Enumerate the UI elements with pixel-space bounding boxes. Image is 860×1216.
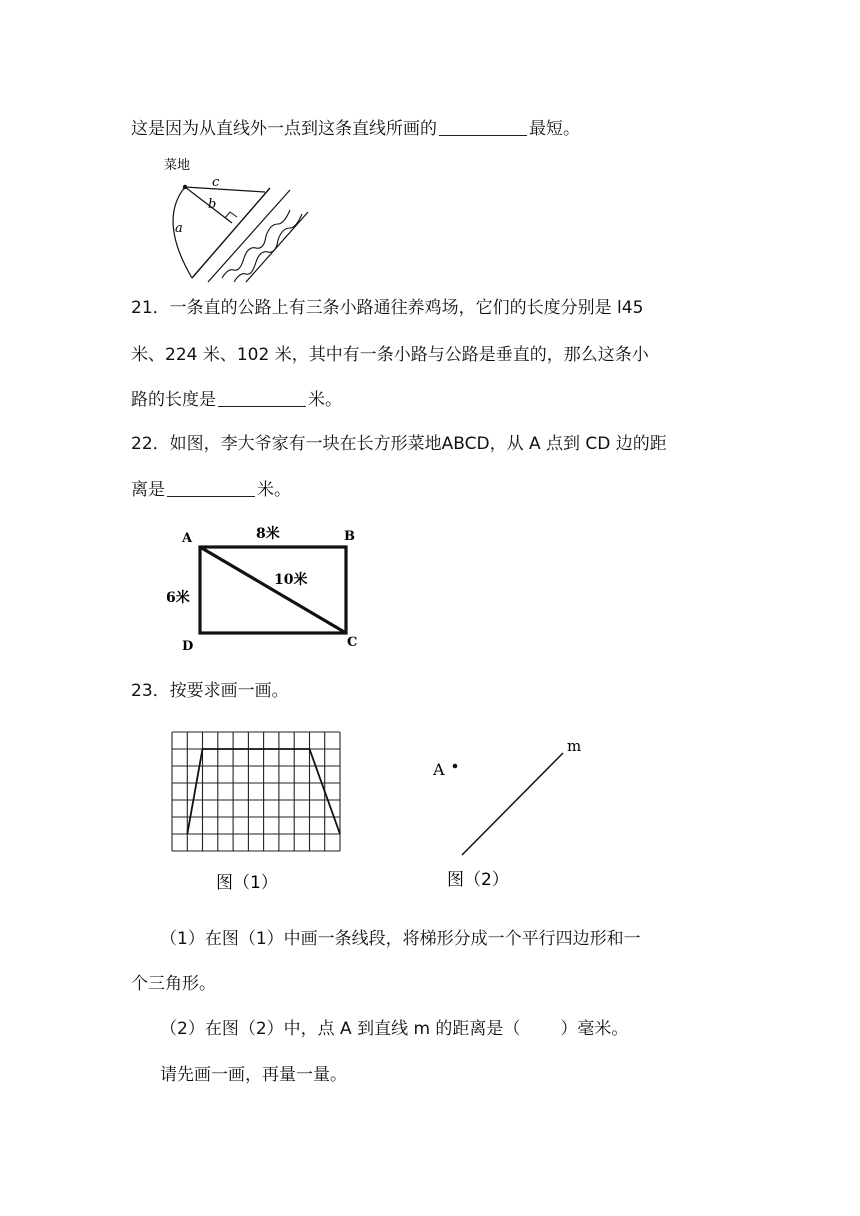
q20-right-angle <box>225 212 237 218</box>
q23-title: 23．按要求画一画。 <box>131 681 289 701</box>
q23-part2 <box>160 1018 628 1040</box>
q21-answer-blank[interactable] <box>218 388 306 407</box>
q20-label-c: c <box>212 175 220 190</box>
q23-instruction: 请先画一画，再量一量。 <box>160 1065 347 1085</box>
q22-label-D: D <box>182 639 194 654</box>
q22-text-before: 离是 <box>131 480 165 500</box>
q20-wave-2 <box>234 214 302 282</box>
q20-figure-title: 菜地 <box>164 158 191 173</box>
q22-line-2 <box>131 478 291 501</box>
q23-figure-2 <box>430 735 590 895</box>
q20-text <box>131 117 580 140</box>
q21-line-1: 21．一条直的公路上有三条小路通往养鸡场，它们的长度分别是 l45 <box>131 298 644 318</box>
q20-road-edge-3 <box>246 212 308 282</box>
q22-diagonal-length: 10米 <box>274 572 308 588</box>
q22-label-A: A <box>182 531 193 546</box>
q20-label-a: a <box>175 221 183 236</box>
q23-part1-line-2: 个三角形。 <box>131 974 216 994</box>
q22-line-1: 22．如图，李大爷家有一块在长方形菜地ABCD，从 A 点到 CD 边的距 <box>131 434 667 454</box>
q22-top-length: 8米 <box>256 526 280 542</box>
q21-text-before: 路的长度是 <box>131 390 216 410</box>
q23-point-A-label: A <box>433 760 445 779</box>
q23-fig2-caption: 图（2） <box>447 870 509 890</box>
q22-label-B: B <box>344 529 355 544</box>
q23-point-A <box>453 764 458 769</box>
q23-line-m-label: m <box>567 737 582 755</box>
q22-figure <box>160 520 370 655</box>
q23-part1-line-1: （1）在图（1）中画一条线段，将梯形分成一个平行四边形和一 <box>160 929 641 949</box>
q23-part2-before: （2）在图（2）中，点 A 到直线 m 的距离是（ <box>160 1019 521 1039</box>
q20-text-after: 最短。 <box>529 119 580 139</box>
q22-answer-blank[interactable] <box>167 478 255 497</box>
q23-fig1-caption: 图（1） <box>216 873 278 893</box>
q20-line-c <box>185 187 265 192</box>
q20-text-before: 这是因为从直线外一点到这条直线所画的 <box>131 119 437 139</box>
q21-line-3 <box>131 388 342 411</box>
q20-label-b: b <box>208 197 217 212</box>
q21-line-2: 米、224 米、102 米，其中有一条小路与公路是垂直的，那么这条小 <box>131 345 649 365</box>
q20-answer-blank[interactable] <box>439 117 527 136</box>
q22-text-after: 米。 <box>257 480 291 500</box>
q20-road-edge-2 <box>208 190 290 282</box>
q20-figure <box>150 150 310 285</box>
q22-label-C: C <box>347 635 358 650</box>
q21-text-after: 米。 <box>308 390 342 410</box>
q23-line-m <box>462 753 563 855</box>
q23-part2-after: ）毫米。 <box>560 1019 629 1039</box>
q22-left-length: 6米 <box>166 590 190 606</box>
q23-figure-1 <box>172 732 342 897</box>
q22-diagonal <box>200 547 346 633</box>
